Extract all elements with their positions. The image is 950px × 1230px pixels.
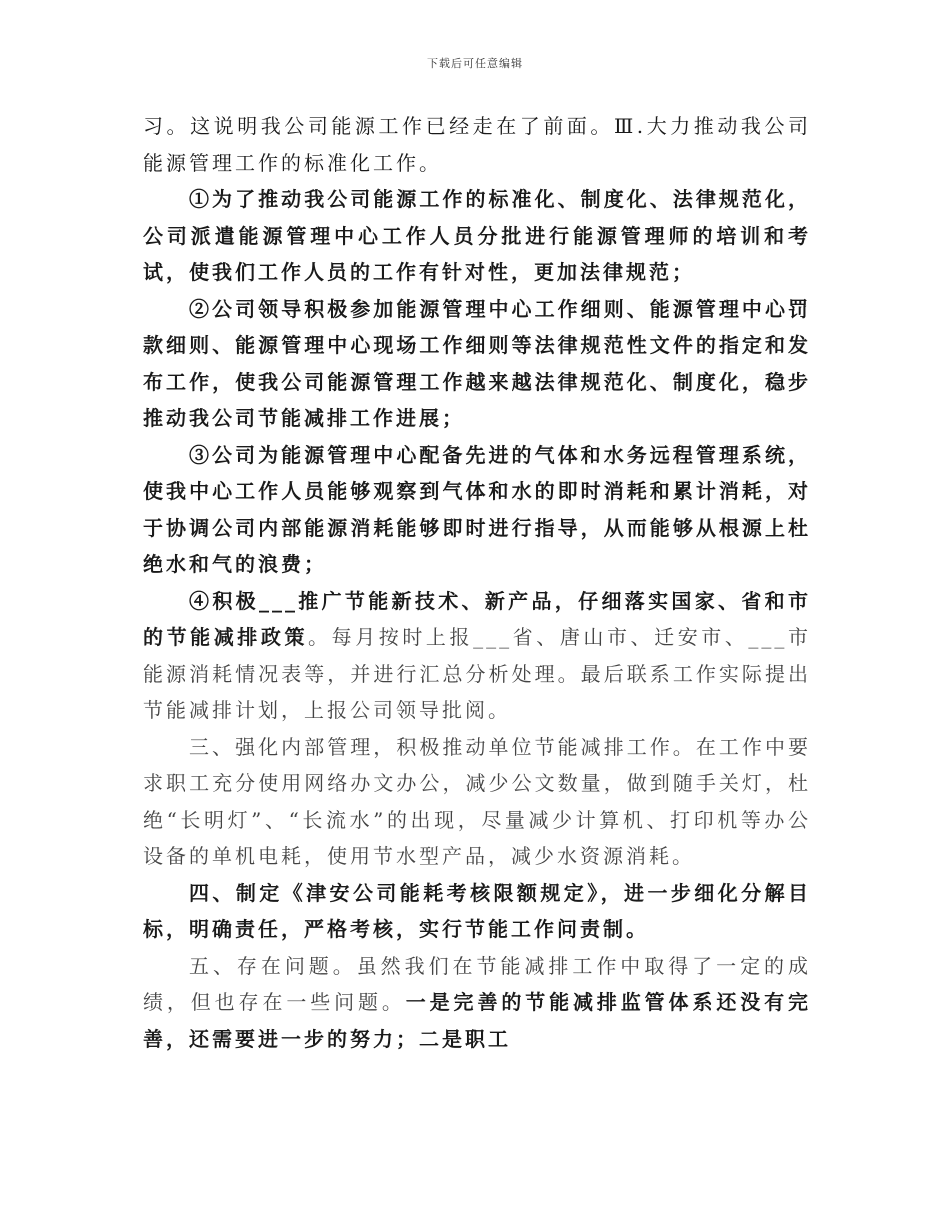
paragraph-section-5-bold: 一是完善的节能减排监管体系还没有完善，还需要进一步的努力；二是职工 bbox=[143, 990, 812, 1051]
paragraph-item-1 bbox=[143, 181, 811, 291]
document-body bbox=[143, 108, 811, 1057]
paragraph-1 bbox=[143, 108, 811, 181]
paragraph-item-3-text: ③公司为能源管理中心配备先进的气体和水务远程管理系统，使我中心工作人员能够观察到气体和水的即时消耗和累计消耗，对于协调公司内部能源消耗能够即时进行指导，从而能够从根源上杜绝水和气的浪费； bbox=[143, 442, 811, 576]
paragraph-section-5-regular: 五、存在问题。虽然我们在节能减排工作中取得了一定的成绩，但也存在一些问题。 bbox=[143, 953, 811, 1014]
paragraph-item-2-text: ②公司领导积极参加能源管理中心工作细则、能源管理中心罚款细则、能源管理中心现场工作细则等法律规范性文件的指定和发布工作，使我公司能源管理工作越来越法律规范化、制度化，稳步推动我公司节能减排工作进展； bbox=[143, 296, 811, 430]
paragraph-1-text: 习。这说明我公司能源工作已经走在了前面。Ⅲ.大力推动我公司能源管理工作的标准化工作。 bbox=[143, 114, 811, 175]
paragraph-section-4 bbox=[143, 875, 811, 948]
paragraph-item-2 bbox=[143, 291, 811, 437]
paragraph-item-4-bold: ④积极___推广节能新技术、新产品，仔细落实国家、省和市的节能减排政策 bbox=[143, 588, 811, 649]
paragraph-section-5 bbox=[143, 948, 811, 1058]
page-header: 下载后可任意编辑 bbox=[427, 57, 523, 70]
paragraph-item-3 bbox=[143, 437, 811, 583]
paragraph-item-4-regular: 。每月按时上报___省、唐山市、迁安市、___市能源消耗情况表等，并进行汇总分析处理。最后联系工作实际提出节能减排计划，上报公司领导批阅。 bbox=[143, 625, 812, 722]
paragraph-item-4 bbox=[143, 583, 811, 729]
paragraph-section-4-text: 四、制定《津安公司能耗考核限额规定》，进一步细化分解目标，明确责任，严格考核，实行节能工作问责制。 bbox=[143, 880, 811, 941]
paragraph-item-1-text: ①为了推动我公司能源工作的标准化、制度化、法律规范化，公司派遣能源管理中心工作人员分批进行能源管理师的培训和考试，使我们工作人员的工作有针对性，更加法律规范； bbox=[143, 187, 811, 284]
paragraph-section-3 bbox=[143, 729, 811, 875]
paragraph-section-3-text: 三、强化内部管理，积极推动单位节能减排工作。在工作中要求职工充分使用网络办文办公，减少公文数量，做到随手关灯，杜绝“长明灯”、“长流水”的出现，尽量减少计算机、打印机等办公设备的单机电耗，使用节水型产品，减少水资源消耗。 bbox=[143, 734, 811, 868]
